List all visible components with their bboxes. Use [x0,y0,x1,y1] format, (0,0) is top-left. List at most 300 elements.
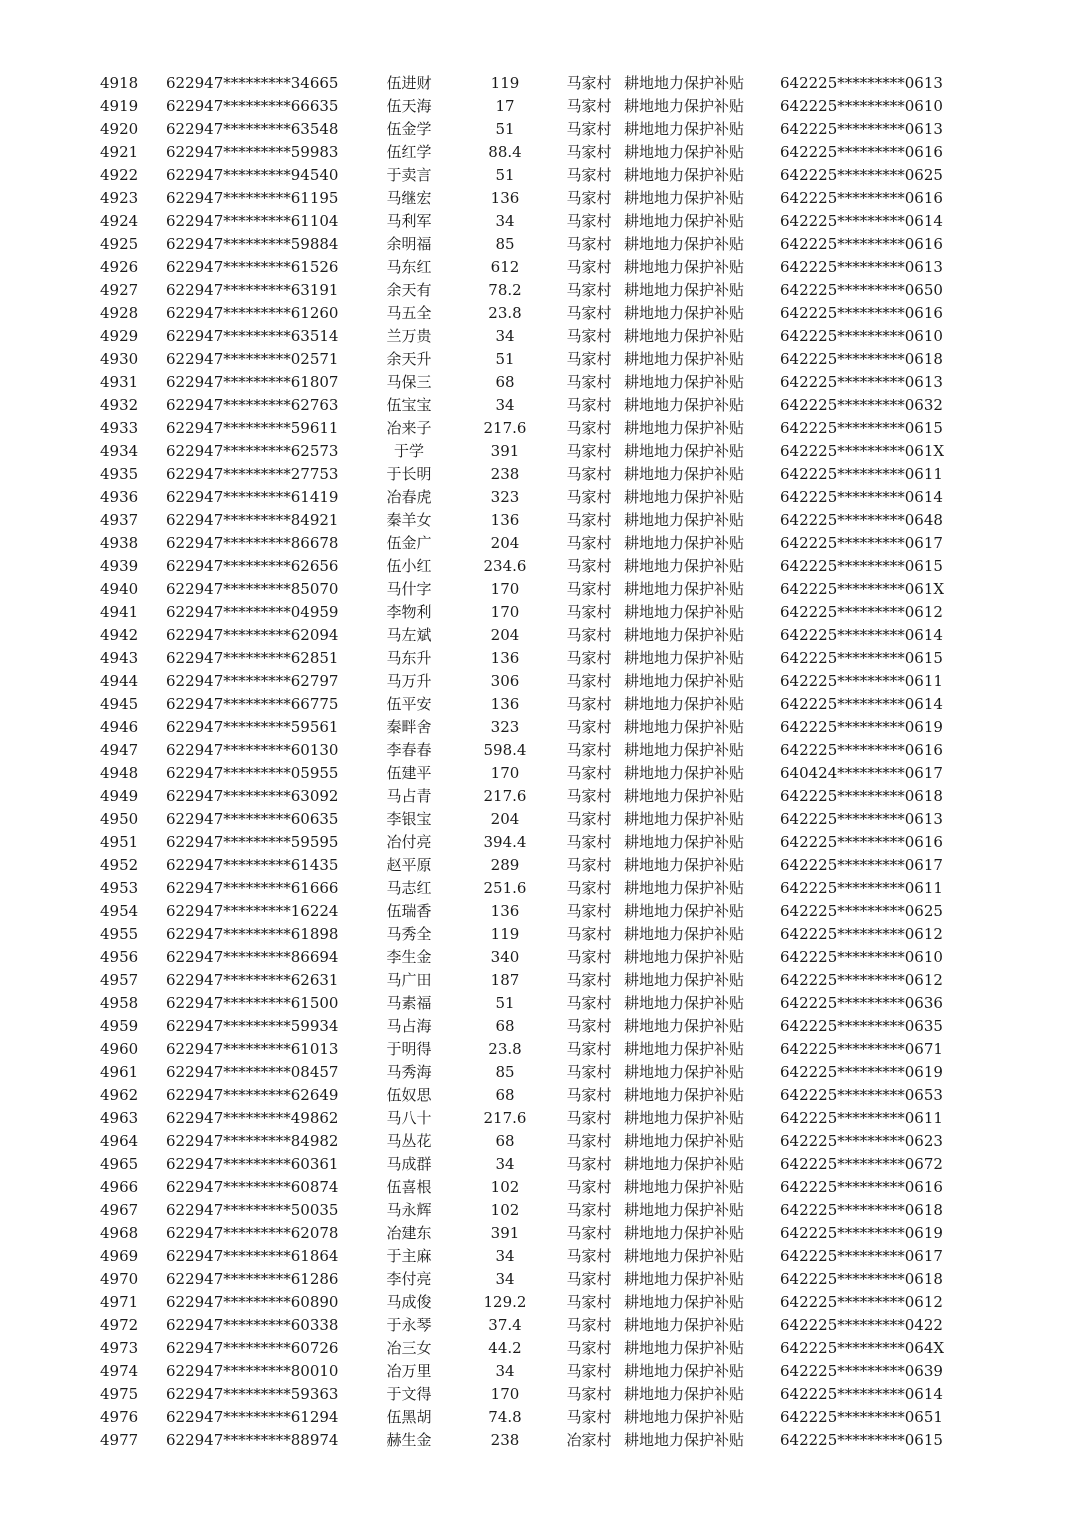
subsidy-amount: 204 [490,626,520,644]
subsidy-type: 耕地地力保护补贴 [624,1270,745,1288]
table-row [100,187,974,210]
recipient-name: 李付亮 [386,1270,432,1288]
bank-card-number: 622947*********61294 [166,1408,339,1426]
village-name: 马家村 [566,971,612,989]
table-row [100,141,974,164]
table-row [100,923,974,946]
recipient-name: 马东红 [386,258,432,276]
subsidy-type: 耕地地力保护补贴 [624,120,745,138]
subsidy-type: 耕地地力保护补贴 [624,902,745,920]
recipient-name: 马继宏 [386,189,432,207]
subsidy-type: 耕地地力保护补贴 [624,925,745,943]
id-card-number: 642225*********0610 [780,948,943,966]
id-card-number: 642225*********0617 [780,1247,943,1265]
recipient-name: 李物利 [386,603,432,621]
table-row [100,716,974,739]
subsidy-amount: 85 [495,235,515,253]
subsidy-type: 耕地地力保护补贴 [624,810,745,828]
id-card-number: 642225*********0615 [780,557,943,575]
table-row [100,601,974,624]
id-card-number: 642225*********0616 [780,741,943,759]
serial-number: 4929 [100,327,139,345]
recipient-name: 伍金广 [386,534,432,552]
subsidy-amount: 34 [495,396,515,414]
bank-card-number: 622947*********60338 [166,1316,339,1334]
serial-number: 4933 [100,419,139,437]
village-name: 马家村 [566,672,612,690]
recipient-name: 马成俊 [386,1293,432,1311]
serial-number: 4928 [100,304,139,322]
table-row [100,1084,974,1107]
table-row [100,164,974,187]
subsidy-type: 耕地地力保护补贴 [624,442,745,460]
serial-number: 4971 [100,1293,139,1311]
table-row [100,739,974,762]
village-name: 马家村 [566,1385,612,1403]
serial-number: 4959 [100,1017,139,1035]
serial-number: 4937 [100,511,139,529]
subsidy-amount: 68 [495,373,515,391]
bank-card-number: 622947*********86678 [166,534,339,552]
serial-number: 4936 [100,488,139,506]
serial-number: 4930 [100,350,139,368]
id-card-number: 642225*********0611 [780,672,943,690]
table-row [100,992,974,1015]
village-name: 马家村 [566,465,612,483]
table-row [100,509,974,532]
bank-card-number: 622947*********88974 [166,1431,339,1449]
bank-card-number: 622947*********62656 [166,557,339,575]
bank-card-number: 622947*********59983 [166,143,339,161]
subsidy-type: 耕地地力保护补贴 [624,258,745,276]
id-card-number: 642225*********0651 [780,1408,943,1426]
recipient-name: 冶万里 [386,1362,432,1380]
id-card-number: 642225*********0648 [780,511,943,529]
id-card-number: 642225*********0614 [780,626,943,644]
roster-body [100,72,974,1452]
serial-number: 4922 [100,166,139,184]
table-row [100,1268,974,1291]
subsidy-amount: 23.8 [488,1040,522,1058]
table-row [100,417,974,440]
subsidy-type: 耕地地力保护补贴 [624,488,745,506]
id-card-number: 642225*********0615 [780,419,943,437]
subsidy-amount: 136 [490,695,520,713]
serial-number: 4974 [100,1362,139,1380]
village-name: 马家村 [566,1224,612,1242]
bank-card-number: 622947*********62094 [166,626,339,644]
table-row [100,969,974,992]
village-name: 马家村 [566,235,612,253]
village-name: 马家村 [566,1132,612,1150]
id-card-number: 642225*********0612 [780,1293,943,1311]
serial-number: 4944 [100,672,139,690]
recipient-name: 余天升 [386,350,432,368]
id-card-number: 642225*********0612 [780,971,943,989]
subsidy-amount: 51 [495,120,515,138]
subsidy-amount: 34 [495,327,515,345]
bank-card-number: 622947*********66635 [166,97,339,115]
subsidy-type: 耕地地力保护补贴 [624,879,745,897]
id-card-number: 642225*********0613 [780,74,943,92]
id-card-number: 640424*********0617 [780,764,943,782]
recipient-name: 马占青 [386,787,432,805]
bank-card-number: 622947*********86694 [166,948,339,966]
bank-card-number: 622947*********84921 [166,511,339,529]
id-card-number: 642225*********0619 [780,718,943,736]
village-name: 马家村 [566,603,612,621]
table-row [100,210,974,233]
subsidy-amount: 129.2 [483,1293,527,1311]
subsidy-amount: 44.2 [488,1339,522,1357]
subsidy-amount: 34 [495,1155,515,1173]
recipient-name: 马八十 [386,1109,432,1127]
subsidy-type: 耕地地力保护补贴 [624,948,745,966]
village-name: 马家村 [566,1201,612,1219]
subsidy-type: 耕地地力保护补贴 [624,1040,745,1058]
village-name: 马家村 [566,120,612,138]
bank-card-number: 622947*********04959 [166,603,339,621]
subsidy-amount: 170 [490,764,520,782]
subsidy-type: 耕地地力保护补贴 [624,189,745,207]
serial-number: 4943 [100,649,139,667]
table-row [100,1406,974,1429]
table-row [100,647,974,670]
table-row [100,1176,974,1199]
serial-number: 4961 [100,1063,139,1081]
recipient-name: 马左斌 [386,626,432,644]
subsidy-type: 耕地地力保护补贴 [624,97,745,115]
subsidy-amount: 68 [495,1017,515,1035]
serial-number: 4962 [100,1086,139,1104]
bank-card-number: 622947*********60635 [166,810,339,828]
serial-number: 4965 [100,1155,139,1173]
id-card-number: 642225*********0653 [780,1086,943,1104]
recipient-name: 伍宝宝 [386,396,432,414]
village-name: 马家村 [566,419,612,437]
bank-card-number: 622947*********60890 [166,1293,339,1311]
subsidy-type: 耕地地力保护补贴 [624,971,745,989]
subsidy-type: 耕地地力保护补贴 [624,764,745,782]
serial-number: 4960 [100,1040,139,1058]
table-row [100,1222,974,1245]
village-name: 马家村 [566,373,612,391]
village-name: 马家村 [566,1270,612,1288]
serial-number: 4948 [100,764,139,782]
bank-card-number: 622947*********61500 [166,994,339,1012]
table-row [100,1038,974,1061]
id-card-number: 642225*********0614 [780,212,943,230]
id-card-number: 642225*********0625 [780,902,943,920]
subsidy-type: 耕地地力保护补贴 [624,373,745,391]
serial-number: 4957 [100,971,139,989]
village-name: 马家村 [566,281,612,299]
subsidy-amount: 170 [490,580,520,598]
serial-number: 4969 [100,1247,139,1265]
village-name: 马家村 [566,833,612,851]
serial-number: 4952 [100,856,139,874]
bank-card-number: 622947*********61666 [166,879,339,897]
recipient-name: 马素福 [386,994,432,1012]
id-card-number: 642225*********0650 [780,281,943,299]
recipient-name: 秦畔舍 [386,718,432,736]
village-name: 马家村 [566,764,612,782]
table-row [100,1314,974,1337]
recipient-name: 冶来子 [386,419,432,437]
recipient-name: 马秀海 [386,1063,432,1081]
bank-card-number: 622947*********63548 [166,120,339,138]
subsidy-amount: 34 [495,1362,515,1380]
subsidy-type: 耕地地力保护补贴 [624,235,745,253]
serial-number: 4968 [100,1224,139,1242]
recipient-name: 伍进财 [386,74,432,92]
recipient-name: 伍平安 [386,695,432,713]
village-name: 马家村 [566,787,612,805]
id-card-number: 642225*********0616 [780,143,943,161]
village-name: 马家村 [566,741,612,759]
bank-card-number: 622947*********62797 [166,672,339,690]
id-card-number: 642225*********0618 [780,787,943,805]
recipient-name: 李春春 [386,741,432,759]
serial-number: 4934 [100,442,139,460]
bank-card-number: 622947*********50035 [166,1201,339,1219]
id-card-number: 642225*********0639 [780,1362,943,1380]
subsidy-amount: 217.6 [483,1109,527,1127]
id-card-number: 642225*********0614 [780,1385,943,1403]
subsidy-amount: 238 [490,465,520,483]
subsidy-type: 耕地地力保护补贴 [624,304,745,322]
bank-card-number: 622947*********62763 [166,396,339,414]
id-card-number: 642225*********0611 [780,1109,943,1127]
subsidy-amount: 217.6 [483,787,527,805]
serial-number: 4938 [100,534,139,552]
bank-card-number: 622947*********84982 [166,1132,339,1150]
serial-number: 4951 [100,833,139,851]
recipient-name: 马秀全 [386,925,432,943]
id-card-number: 642225*********0615 [780,1431,943,1449]
id-card-number: 642225*********0632 [780,396,943,414]
recipient-name: 伍黑胡 [386,1408,432,1426]
table-row [100,72,974,95]
id-card-number: 642225*********061X [780,580,945,598]
table-row [100,808,974,831]
table-row [100,1245,974,1268]
subsidy-amount: 34 [495,1270,515,1288]
id-card-number: 642225*********064X [780,1339,945,1357]
subsidy-amount: 119 [490,925,520,943]
village-name: 马家村 [566,948,612,966]
village-name: 马家村 [566,143,612,161]
id-card-number: 642225*********0613 [780,810,943,828]
serial-number: 4945 [100,695,139,713]
bank-card-number: 622947*********60361 [166,1155,339,1173]
bank-card-number: 622947*********61898 [166,925,339,943]
subsidy-type: 耕地地力保护补贴 [624,603,745,621]
serial-number: 4956 [100,948,139,966]
subsidy-type: 耕地地力保护补贴 [624,856,745,874]
id-card-number: 642225*********0616 [780,304,943,322]
subsidy-amount: 217.6 [483,419,527,437]
village-name: 马家村 [566,189,612,207]
id-card-number: 642225*********0612 [780,603,943,621]
subsidy-type: 耕地地力保护补贴 [624,511,745,529]
serial-number: 4947 [100,741,139,759]
recipient-name: 伍天海 [386,97,432,115]
bank-card-number: 622947*********63514 [166,327,339,345]
table-row [100,578,974,601]
serial-number: 4976 [100,1408,139,1426]
bank-card-number: 622947*********16224 [166,902,339,920]
bank-card-number: 622947*********61286 [166,1270,339,1288]
subsidy-type: 耕地地力保护补贴 [624,327,745,345]
recipient-name: 马成群 [386,1155,432,1173]
serial-number: 4921 [100,143,139,161]
bank-card-number: 622947*********61807 [166,373,339,391]
serial-number: 4955 [100,925,139,943]
id-card-number: 642225*********0617 [780,534,943,552]
village-name: 马家村 [566,350,612,368]
village-name: 马家村 [566,1362,612,1380]
id-card-number: 642225*********0613 [780,258,943,276]
table-row [100,371,974,394]
bank-card-number: 622947*********60874 [166,1178,339,1196]
subsidy-type: 耕地地力保护补贴 [624,649,745,667]
bank-card-number: 622947*********61195 [166,189,339,207]
subsidy-type: 耕地地力保护补贴 [624,1178,745,1196]
subsidy-amount: 34 [495,212,515,230]
id-card-number: 642225*********0611 [780,879,943,897]
village-name: 马家村 [566,1316,612,1334]
village-name: 马家村 [566,1109,612,1127]
table-row [100,440,974,463]
recipient-name: 兰万贵 [386,327,432,345]
recipient-name: 伍喜根 [386,1178,432,1196]
subsidy-amount: 170 [490,1385,520,1403]
recipient-name: 伍小红 [386,557,432,575]
recipient-name: 马永辉 [386,1201,432,1219]
id-card-number: 642225*********0614 [780,695,943,713]
subsidy-type: 耕地地力保护补贴 [624,626,745,644]
bank-card-number: 622947*********02571 [166,350,339,368]
recipient-name: 伍瑞香 [386,902,432,920]
bank-card-number: 622947*********85070 [166,580,339,598]
serial-number: 4940 [100,580,139,598]
subsidy-amount: 251.6 [483,879,527,897]
subsidy-amount: 323 [490,718,520,736]
id-card-number: 642225*********0616 [780,833,943,851]
serial-number: 4950 [100,810,139,828]
bank-card-number: 622947*********61864 [166,1247,339,1265]
village-name: 马家村 [566,442,612,460]
table-row [100,532,974,555]
subsidy-type: 耕地地力保护补贴 [624,1224,745,1242]
recipient-name: 马志红 [386,879,432,897]
table-row [100,348,974,371]
village-name: 马家村 [566,488,612,506]
village-name: 马家村 [566,1040,612,1058]
subsidy-type: 耕地地力保护补贴 [624,281,745,299]
village-name: 马家村 [566,97,612,115]
recipient-name: 于主麻 [386,1247,432,1265]
id-card-number: 642225*********0617 [780,856,943,874]
serial-number: 4977 [100,1431,139,1449]
subsidy-amount: 85 [495,1063,515,1081]
bank-card-number: 622947*********34665 [166,74,339,92]
village-name: 马家村 [566,1408,612,1426]
subsidy-amount: 391 [490,442,520,460]
table-row [100,1429,974,1452]
subsidy-amount: 289 [490,856,520,874]
subsidy-type: 耕地地力保护补贴 [624,994,745,1012]
subsidy-amount: 238 [490,1431,520,1449]
id-card-number: 642225*********0625 [780,166,943,184]
id-card-number: 642225*********0619 [780,1224,943,1242]
table-row [100,1107,974,1130]
subsidy-amount: 68 [495,1132,515,1150]
bank-card-number: 622947*********08457 [166,1063,339,1081]
table-row [100,946,974,969]
id-card-number: 642225*********0616 [780,1178,943,1196]
bank-card-number: 622947*********59611 [166,419,339,437]
serial-number: 4926 [100,258,139,276]
village-name: 马家村 [566,511,612,529]
table-row [100,1337,974,1360]
subsidy-amount: 23.8 [488,304,522,322]
subsidy-type: 耕地地力保护补贴 [624,143,745,161]
subsidy-type: 耕地地力保护补贴 [624,1431,745,1449]
recipient-name: 秦羊女 [386,511,432,529]
subsidy-type: 耕地地力保护补贴 [624,1109,745,1127]
serial-number: 4918 [100,74,139,92]
village-name: 马家村 [566,1155,612,1173]
recipient-name: 于明得 [386,1040,432,1058]
table-row [100,95,974,118]
id-card-number: 642225*********0618 [780,1270,943,1288]
id-card-number: 642225*********0616 [780,189,943,207]
bank-card-number: 622947*********59363 [166,1385,339,1403]
subsidy-type: 耕地地力保护补贴 [624,580,745,598]
subsidy-type: 耕地地力保护补贴 [624,396,745,414]
village-name: 马家村 [566,534,612,552]
table-row [100,486,974,509]
serial-number: 4953 [100,879,139,897]
recipient-name: 马广田 [386,971,432,989]
serial-number: 4942 [100,626,139,644]
village-name: 马家村 [566,649,612,667]
id-card-number: 642225*********0618 [780,1201,943,1219]
id-card-number: 642225*********0672 [780,1155,943,1173]
bank-card-number: 622947*********60726 [166,1339,339,1357]
village-name: 马家村 [566,1086,612,1104]
subsidy-type: 耕地地力保护补贴 [624,833,745,851]
village-name: 马家村 [566,557,612,575]
village-name: 马家村 [566,166,612,184]
serial-number: 4931 [100,373,139,391]
subsidy-type: 耕地地力保护补贴 [624,718,745,736]
serial-number: 4925 [100,235,139,253]
subsidy-amount: 51 [495,166,515,184]
bank-card-number: 622947*********61419 [166,488,339,506]
table-row [100,1383,974,1406]
subsidy-type: 耕地地力保护补贴 [624,1132,745,1150]
id-card-number: 642225*********0611 [780,465,943,483]
village-name: 马家村 [566,1339,612,1357]
bank-card-number: 622947*********27753 [166,465,339,483]
subsidy-type: 耕地地力保护补贴 [624,350,745,368]
recipient-name: 马丛花 [386,1132,432,1150]
serial-number: 4975 [100,1385,139,1403]
village-name: 马家村 [566,258,612,276]
